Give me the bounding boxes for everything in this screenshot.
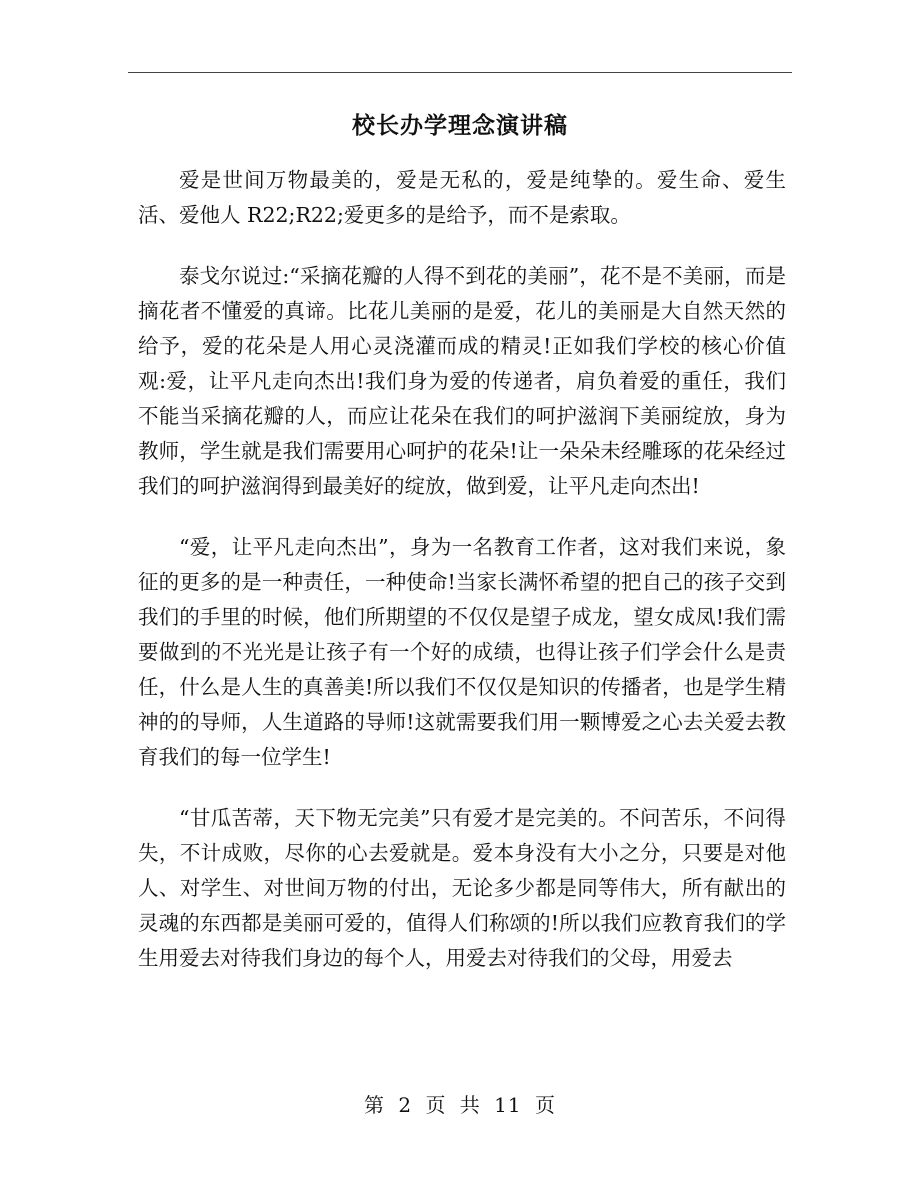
paragraph-4: “甘瓜苦蒂，天下物无完美”只有爱才是完美的。不问苦乐，不问得失，不计成败，尽你的心去爱就是。爱本身没有大小之分，只要是对他人、对学生、对世间万物的付出，无论多少都是同等伟大，所有献出的灵魂的东西都是美丽可爱的，值得人们称颂的!所以我们应教育我们的学生用爱去对待我们身边的每个人，用爱去对待我们的父母，用爱去 xyxy=(138,806,786,970)
header-rule xyxy=(128,72,792,73)
page-number-footer: 第 2 页 共 11 页 xyxy=(364,1093,556,1117)
document-title: 校长办学理念演讲稿 xyxy=(352,112,568,139)
document-body xyxy=(138,163,786,1002)
paragraph-1: 爱是世间万物最美的，爱是无私的，爱是纯挚的。爱生命、爱生活、爱他人 R22;R22;爱更多的是给予，而不是索取。 xyxy=(138,168,786,227)
paragraph-3: “爱，让平凡走向杰出”，身为一名教育工作者，这对我们来说，象征的更多的是一种责任，一种使命!当家长满怀希望的把自己的孩子交到我们的手里的时候，他们所期望的不仅仅是望子成龙，望女成凤!我们需要做到的不光光是让孩子有一个好的成绩，也得让孩子们学会什么是责任，什么是人生的真善美!所以我们不仅仅是知识的传播者，也是学生精神的的导师，人生道路的导师!这就需要我们用一颗博爱之心去关爱去教育我们的每一位学生! xyxy=(138,535,786,769)
paragraph-2: 泰戈尔说过:“采摘花瓣的人得不到花的美丽”，花不是不美丽，而是摘花者不懂爱的真谛。比花儿美丽的是爱，花儿的美丽是大自然天然的给予，爱的花朵是人用心灵浇灌而成的精灵!正如我们学校的核心价值观:爱，让平凡走向杰出!我们身为爱的传递者，肩负着爱的重任，我们不能当采摘花瓣的人，而应让花朵在我们的呵护滋润下美丽绽放，身为教师，学生就是我们需要用心呵护的花朵!让一朵朵未经雕琢的花朵经过我们的呵护滋润得到最美好的绽放，做到爱，让平凡走向杰出! xyxy=(138,264,786,498)
